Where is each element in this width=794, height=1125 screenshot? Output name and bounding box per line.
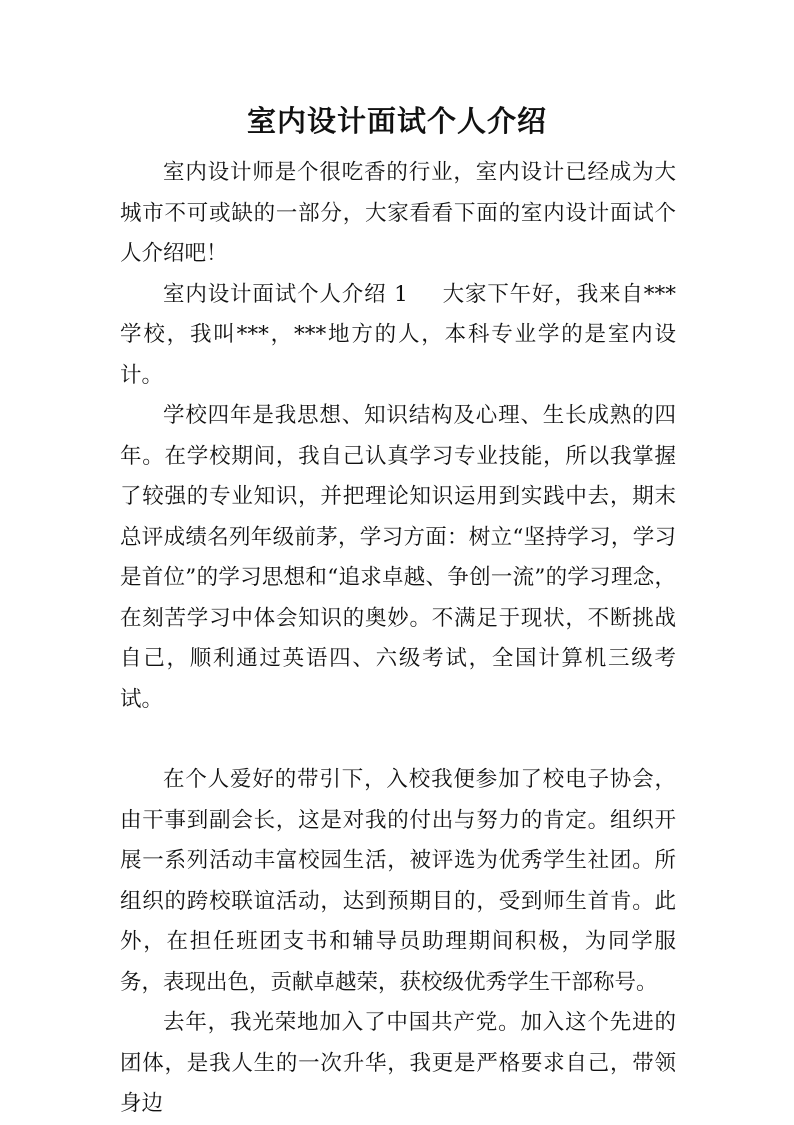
intro-heading: 室内设计面试个人介绍 1	[163, 281, 408, 307]
paragraph-party: 去年，我光荣地加入了中国共产党。加入这个先进的团体，是我人生的一次升华，我更是严格要求自己，带领身边	[120, 1010, 676, 1116]
document-title: 室内设计面试个人介绍	[246, 104, 547, 138]
document-body	[120, 153, 676, 1125]
paragraph-school-years: 学校四年是我思想、知识结构及心理、生长成熟的四年。在学校期间，我自己认真学习专业技能，所以我掌握了较强的专业知识，并把理论知识运用到实践中去，期末总评成绩名列年级前茅，学习方面：树立“坚持学习，学习是首位”的学习思想和“追求卓越、争创一流”的学习理念，在刻苦学习中体会知识的奥妙。不满足于现状，不断挑战自己，顺利通过英语四、六级考试，全国计算机三级考试。	[120, 403, 676, 712]
paragraph-intro: 室内设计师是个很吃香的行业，室内设计已经成为大城市不可或缺的一部分，大家看看下面的室内设计面试个人介绍吧！	[120, 160, 676, 266]
paragraph-spacer	[120, 720, 676, 760]
paragraph-activities: 在个人爱好的带引下，入校我便参加了校电子协会，由干事到副会长，这是对我的付出与努力的肯定。组织开展一系列活动丰富校园生活，被评选为优秀学生社团。所组织的跨校联谊活动，达到预期目的，受到师生首肯。此外，在担任班团支书和辅导员助理期间积极，为同学服务，表现出色，贡献卓越荣，获校级优秀学生干部称号。	[120, 767, 676, 995]
intro-text: 大家下午好，我来自***学校，我叫***，***地方的人，本科专业学的是室内设计。	[120, 281, 676, 388]
paragraph-self-introduction	[120, 275, 676, 397]
